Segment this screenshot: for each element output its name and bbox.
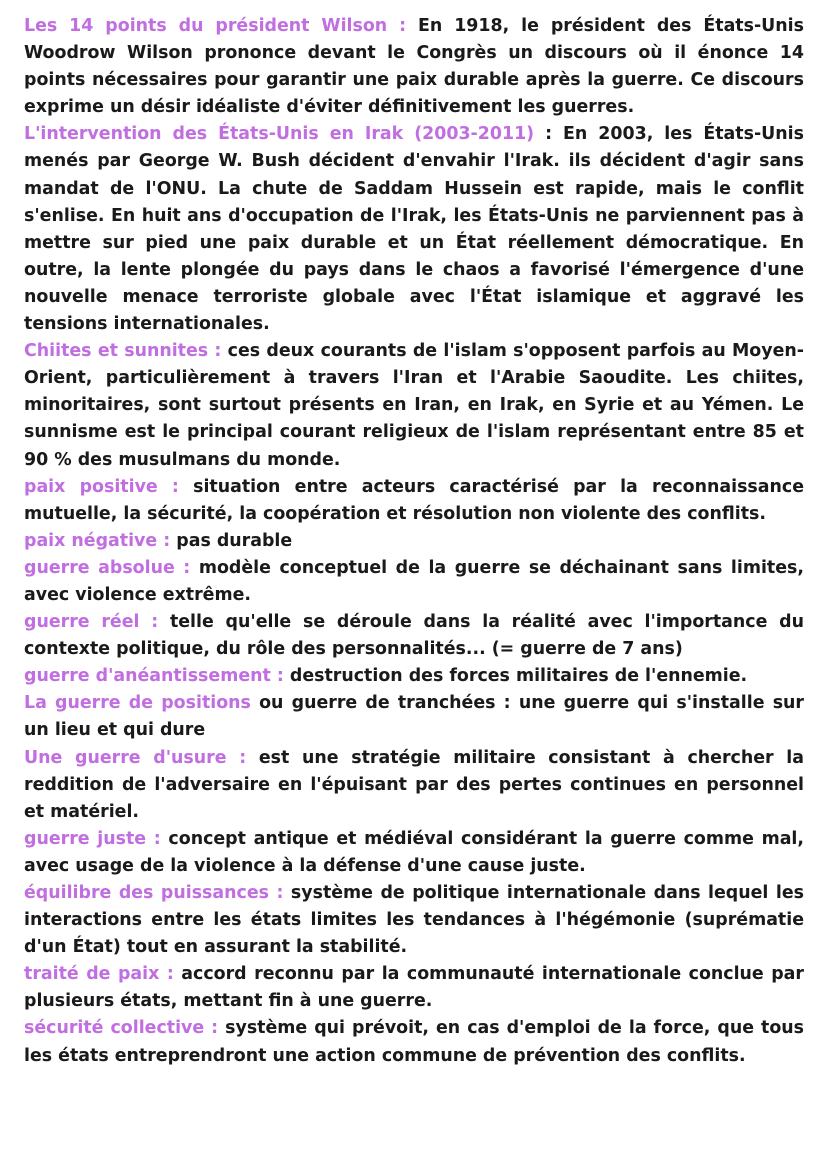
- definition-text: En 1918, le président des États-Unis Woodrow Wilson prononce devant le Congrès un discours où il énonce 14 points nécessaires pour garantir une paix durable après la guerre. Ce discours exprime un désir idéaliste d'éviter définitivement les guerres.: [24, 16, 804, 118]
- entry-irak-intervention: [24, 121, 804, 338]
- definition-text: ou guerre de tranchées : une guerre qui s'installe sur un lieu et qui dure: [24, 693, 804, 741]
- term-label: La guerre de positions: [24, 693, 251, 714]
- entry-paix-negative: [24, 528, 804, 555]
- entry-guerre-aneantissement: [24, 663, 804, 690]
- term-label: équilibre des puissances :: [24, 883, 284, 903]
- entry-guerre-reel: [24, 609, 804, 663]
- entry-paix-positive: [24, 474, 804, 528]
- entry-guerre-usure: [24, 745, 804, 826]
- definition-text: situation entre acteurs caractérisé par la reconnaissance mutuelle, la sécurité, la coopération et résolution non violente des conflits.: [24, 476, 804, 524]
- term-label: Chiites et sunnites :: [24, 341, 222, 362]
- definition-text: accord reconnu par la communauté internationale conclue par plusieurs états, mettant fin à une guerre.: [24, 964, 804, 1012]
- definition-text: système qui prévoit, en cas d'emploi de la force, que tous les états entreprendront une action commune de prévention des conflits.: [24, 1018, 804, 1066]
- definition-text: système de politique internationale dans lequel les interactions entre les états limites les tendances à l'hégémonie (suprématie d'un État) tout en assurant la stabilité.: [24, 883, 804, 958]
- definition-text: modèle conceptuel de la guerre se déchainant sans limites, avec violence extrême.: [24, 557, 804, 605]
- definition-text: est une stratégie militaire consistant à chercher la reddition de l'adversaire en l'épuisant par des pertes continues en personnel et matériel.: [24, 747, 804, 822]
- term-label: Une guerre d'usure :: [24, 747, 247, 768]
- entry-chiites-sunnites: [24, 338, 804, 473]
- definition-text: pas durable: [170, 530, 293, 551]
- term-label: Les 14 points du président Wilson :: [24, 16, 407, 36]
- definition-text: : En 2003, les États-Unis menés par George W. Bush décident d'envahir l'Irak. ils décident d'agir sans mandat de l'ONU. La chute de Saddam Hussein est rapide, mais le conflit s'enlise. En huit ans d'occupation de l'Irak, les États-Unis ne parviennent pas à mettre sur pied une paix durable et un État réellement démocratique. En outre, la lente plongée du pays dans le chaos a favorisé l'émergence d'une nouvelle menace terroriste globale avec l'État islamique et aggravé les tensions internationales.: [24, 124, 804, 335]
- term-label: paix positive :: [24, 476, 179, 497]
- entry-traite-de-paix: [24, 961, 804, 1015]
- entry-guerre-juste: [24, 826, 804, 880]
- term-label: guerre juste :: [24, 828, 161, 849]
- definition-text: ces deux courants de l'islam s'opposent parfois au Moyen-Orient, particulièrement à travers l'Iran et l'Arabie Saoudite. Les chiites, minoritaires, sont surtout présents en Iran, en Irak, en Syrie et au Yémen. Le sunnisme est le principal courant religieux de l'islam représentant entre 85 et 90 % des musulmans du monde.: [24, 341, 804, 470]
- entry-securite-collective: [24, 1015, 804, 1069]
- entry-equilibre-puissances: [24, 880, 804, 961]
- term-label: guerre d'anéantissement :: [24, 666, 284, 687]
- definition-text: telle qu'elle se déroule dans la réalité avec l'importance du contexte politique, du rôle des personnalités... (= guerre de 7 ans): [24, 612, 804, 660]
- entry-guerre-absolue: [24, 555, 804, 609]
- term-label: sécurité collective :: [24, 1018, 219, 1039]
- term-label: paix négative :: [24, 530, 171, 551]
- term-label: guerre absolue :: [24, 557, 191, 578]
- term-label: L'intervention des États-Unis en Irak (2003-2011): [24, 124, 535, 145]
- term-label: guerre réel :: [24, 612, 159, 633]
- definition-text: concept antique et médiéval considérant la guerre comme mal, avec usage de la violence à la défense d'une cause juste.: [24, 828, 804, 876]
- definition-text: destruction des forces militaires de l'ennemie.: [283, 666, 748, 687]
- term-label: traité de paix :: [24, 964, 174, 985]
- entry-wilson-14-points: [24, 13, 804, 121]
- entry-guerre-positions: [24, 690, 804, 744]
